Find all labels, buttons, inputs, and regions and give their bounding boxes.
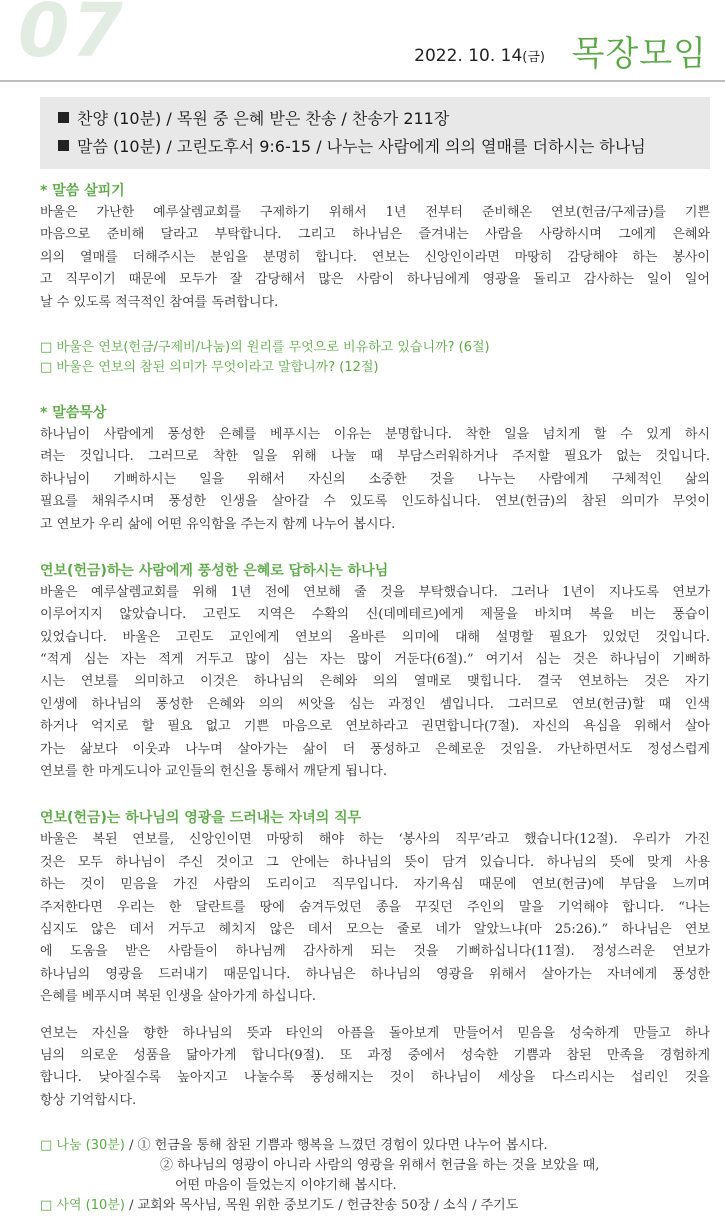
text-line: 의의 열매를 더해주시는 분임을 분명히 합니다. 연보는 신앙인이라면 마땅히 감당해야 하는 봉사이 [40,249,710,265]
text-line: 하나님이 기뻐하시는 일을 위해서 자신의 소중한 것을 나누는 사람에게 구체적인 삶의 [40,471,710,487]
text-line: 하나님의 영광을 드러내기 때문입니다. 하나님은 하나님의 영광을 위해서 살아가는 자녀에게 풍성한 [40,966,710,982]
text-line: 에 도움을 받은 사람들이 하나님께 감사하게 되는 것을 기뻐하십니다(11절). 정성스러운 연보가 [40,944,710,960]
text-line: 바울은 복된 연보를, 신앙인이면 마땅히 해야 하는 ‘봉사의 직무’라고 했습니다(12절). 우리가 가진 [40,832,710,848]
date-text: 2022. 10. 14 [414,46,523,66]
date-weekday: (금) [522,50,545,65]
summary-praise: 찬양 (10분) / 목원 중 은혜 받은 찬송 / 찬송가 211장 [58,105,710,133]
header-divider [0,80,725,82]
text-line: 연보를 한 마게도니아 교인들의 헌신을 통해서 깨닫게 됩니다. [40,764,388,780]
text-line: 심지도 않은 데서 거두고 헤치지 않은 데서 모으는 줄로 네가 알았느냐(마 25:26).” 하나님은 연보 [40,921,710,937]
page-header [0,0,725,80]
paragraph-overview [40,202,710,314]
paragraph-meditation [40,424,710,536]
text-line: 것은 모두 하나님이 주신 것이고 그 안에는 하나님의 뜻이 담겨 있습니다. 하나님의 뜻에 맞게 사용 [40,854,710,870]
main-content [40,180,710,1216]
text-line: 날 수 있도록 적극적인 참여를 독려합니다. [40,294,279,310]
text-line: 인생에 하나님의 풍성한 은혜와 의의 씨앗을 심는 과정인 셈입니다. 그러므로 연보(헌금)할 때 인색 [40,696,710,712]
text-line: 은혜를 베푸시며 복된 인생을 살아가게 하십니다. [40,989,316,1005]
share-question-1: ① 헌금을 통해 참된 기쁨과 행복을 느꼈던 경험이 있다면 나누어 봅시다. [137,1138,548,1154]
share-row [40,1136,710,1156]
section-title-duty: 연보(헌금)는 하나님의 영광을 드러내는 자녀의 직무 [40,810,362,827]
summary-word: 말씀 (10분) / 고린도후서 9:6-15 / 나누는 사람에게 의의 열매를 더하시는 하나님 [58,133,710,161]
text-line: 려는 것입니다. 그러므로 착한 일을 위해 나눌 때 부담스러워하거나 주저할 필요가 없는 것입니다. [40,449,710,465]
text-line: 필요를 채워주시며 풍성한 인생을 살아갈 수 있도록 인도하십니다. 연보(헌금)의 참된 의미가 무엇이 [40,494,710,510]
paragraph-grace [40,582,710,784]
text-line: 시는 연보를 의미하고 이것은 하나님의 은혜와 의의 열매로 맺힙니다. 결국 연보하는 것은 자기 [40,674,710,690]
separator: / [129,1138,134,1154]
square-bullet-icon [58,112,69,123]
text-line: 가는 삶보다 이웃과 나누며 살아가는 삶이 더 풍성하고 은혜로운 것임을. 가난하면서도 정성스럽게 [40,741,710,757]
share-label: □ 나눔 (30분) [40,1138,125,1154]
paragraph-conclusion [40,1023,710,1113]
paragraph-duty [40,829,710,1008]
text-line: 고 연보가 우리 삶에 어떤 유익함을 주는지 함께 나누어 봅시다. [40,516,396,532]
text-line: 하는 것이 믿음을 가진 사람의 도리이고 직무입니다. 자기욕심 때문에 연보(헌금)에 부담을 느끼며 [40,877,710,893]
schedule-summary-box [40,97,710,169]
share-question-2-continued: 어떤 마음이 들었는지 이야기해 봅시다. [175,1178,397,1194]
share-row [40,1176,710,1196]
text-line: 바울은 가난한 예루살렘교회를 구제하기 위해서 1년 전부터 준비해온 연보(헌금/구제금)를 기쁜 [40,205,710,220]
text-line: 합니다. 낮아질수록 높아지고 나눌수록 풍성해지는 것이 하나님이 세상을 다스리시는 섭리인 것을 [40,1070,710,1086]
page-title: 목장모임 [571,34,707,74]
square-bullet-icon [58,140,69,151]
section-title-overview: * 말씀 살피기 [40,183,125,199]
text-line: 님의 의로운 성품을 닮아가게 합니다(9절). 또 과정 중에서 성숙한 기쁨과 참된 만족을 경험하게 [40,1047,710,1063]
text-line: 바울은 예루살렘교회를 위해 1년 전에 연보해 줄 것을 부탁했습니다. 그러나 1년이 지나도록 연보가 [40,584,710,600]
text-line: 주저한다면 우리는 한 달란트를 땅에 숨겨두었던 종을 꾸짖던 주인의 말을 기억해야 합니다. “나는 [40,899,710,915]
study-questions [40,338,710,378]
text-line: 이루어지지 않았습니다. 고린도 지역은 수확의 신(데메테르)에게 제물을 바치며 복을 비는 풍습이 [40,607,710,623]
separator: / [129,1198,134,1214]
activity-section [40,1136,710,1216]
text-line: 연보는 자신을 향한 하나님의 뜻과 타인의 아픔을 돌아보게 만들어서 믿음을 성숙하게 만들고 하나 [40,1025,710,1041]
serve-text: 교회와 목사님, 목원 위한 중보기도 / 헌금찬송 50장 / 소식 / 주기도 [137,1198,519,1214]
share-row [40,1156,710,1176]
text-line: 하거나 억지로 할 필요 없고 기쁜 마음으로 연보하라고 권면합니다(7절). 자신의 욕심을 위해서 살아 [40,719,710,735]
share-question-2: ② 하나님의 영광이 아니라 사람의 영광을 위해서 헌금을 하는 것을 보았을 때, [160,1158,600,1174]
text-line: 있었습니다. 바울은 고린도 교인에게 연보의 올바른 의미에 대해 설명할 필요가 있었던 것입니다. [40,629,710,645]
section-title-grace: 연보(헌금)하는 사람에게 풍성한 은혜로 답하시는 하나님 [40,562,389,579]
text-line: “적게 심는 자는 적게 거두고 많이 심는 자는 많이 거둔다(6절).” 여기서 심는 것은 하나님이 기뻐하 [40,652,710,668]
page-number-watermark: 07 [18,0,125,74]
text-line: 고 직무이기 때문에 모두가 잘 감당해서 많은 사람이 하나님에게 영광을 돌리고 감사하는 일이 일어 [40,272,710,288]
study-question: □ 바울은 연보의 참된 의미가 무엇이라고 말합니까? (12절) [40,359,379,375]
text-line: 마음으로 준비해 달라고 부탁합니다. 그리고 하나님은 즐겨내는 사람을 사랑하시며 그에게 은혜와 [40,227,710,243]
meeting-date [414,46,545,66]
text-line: 하나님이 사람에게 풍성한 은혜를 베푸시는 이유는 분명합니다. 착한 일을 넘치게 할 수 있게 하시 [40,426,710,442]
serve-row [40,1196,710,1216]
serve-label: □ 사역 (10분) [40,1198,125,1214]
text-line: 항상 기억합시다. [40,1092,137,1108]
section-title-meditation: * 말씀묵상 [40,404,107,421]
study-question: □ 바울은 연보(헌금/구제비/나눔)의 원리를 무엇으로 비유하고 있습니까? (6절) [40,339,490,355]
